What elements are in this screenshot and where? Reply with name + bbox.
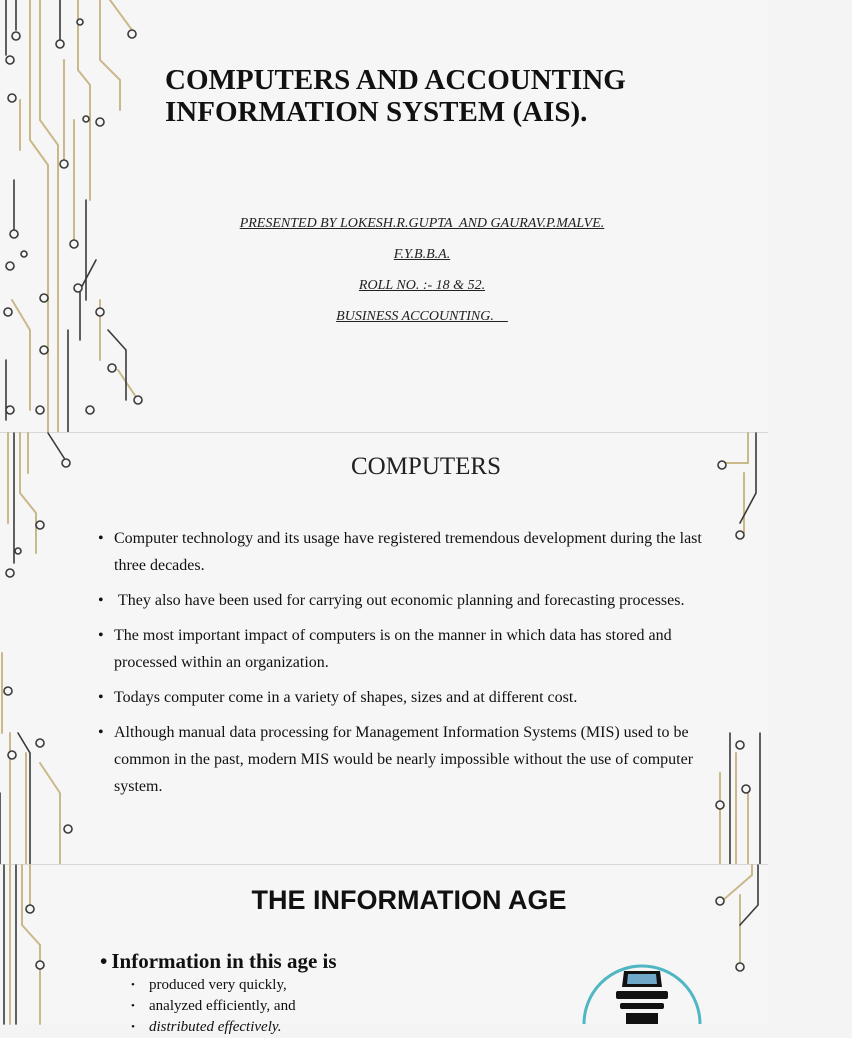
laptop-icon [582, 965, 702, 1024]
presenter-names: PRESENTED BY LOKESH.R.GUPTA AND GAURAV.P.MALVE. [239, 216, 605, 231]
slide-title-computers: COMPUTERS [350, 453, 502, 480]
presentation-title [165, 64, 725, 128]
sub-bullet-list [131, 975, 296, 1038]
list-item: • Todays computer come in a variety of shapes, sizes and at different cost. [98, 684, 723, 711]
list-item: • produced very quickly, [131, 975, 296, 996]
list-item: • They also have been used for carrying out economic planning and forecasting processes. [98, 587, 723, 614]
slide-3 [0, 865, 768, 1035]
bullet-icon: • [98, 530, 104, 547]
main-bullet: • Information in this age is [100, 949, 337, 973]
title-line-1: COMPUTERS AND ACCOUNTING [165, 64, 626, 96]
bullet-icon: • [100, 949, 108, 973]
slide-1 [0, 0, 768, 432]
course-name: F.Y.B.B.A. [393, 247, 451, 262]
bullet-icon: • [131, 1000, 135, 1012]
subject-name: BUSINESS ACCOUNTING. [336, 309, 508, 324]
circuit-decoration-left-icon [0, 433, 90, 864]
bullet-icon: • [98, 689, 104, 706]
list-item: • distributed effectively. [131, 1017, 296, 1038]
presenter-block [160, 208, 684, 332]
list-item: • Computer technology and its usage have registered tremendous development during the last three decades. [98, 525, 723, 579]
slide-2 [0, 433, 768, 864]
bullet-list [98, 525, 723, 808]
list-item: • Although manual data processing for Management Information Systems (MIS) used to be common in the past, modern MIS would be nearly impossible without the use of computer system. [98, 719, 723, 800]
title-line-2: INFORMATION SYSTEM (AIS). [165, 96, 588, 128]
slide-title-information-age: THE INFORMATION AGE [251, 885, 567, 915]
bullet-icon: • [98, 592, 104, 609]
bullet-icon: • [131, 1021, 135, 1033]
bullet-icon: • [98, 627, 104, 644]
roll-numbers: ROLL NO. :- 18 & 52. [358, 278, 486, 293]
bullet-icon: • [98, 724, 104, 741]
bullet-icon: • [131, 979, 135, 991]
list-item: • The most important impact of computers is on the manner in which data has stored and processed within an organization. [98, 622, 723, 676]
circuit-decoration-icon [0, 0, 150, 432]
list-item: • analyzed efficiently, and [131, 996, 296, 1017]
